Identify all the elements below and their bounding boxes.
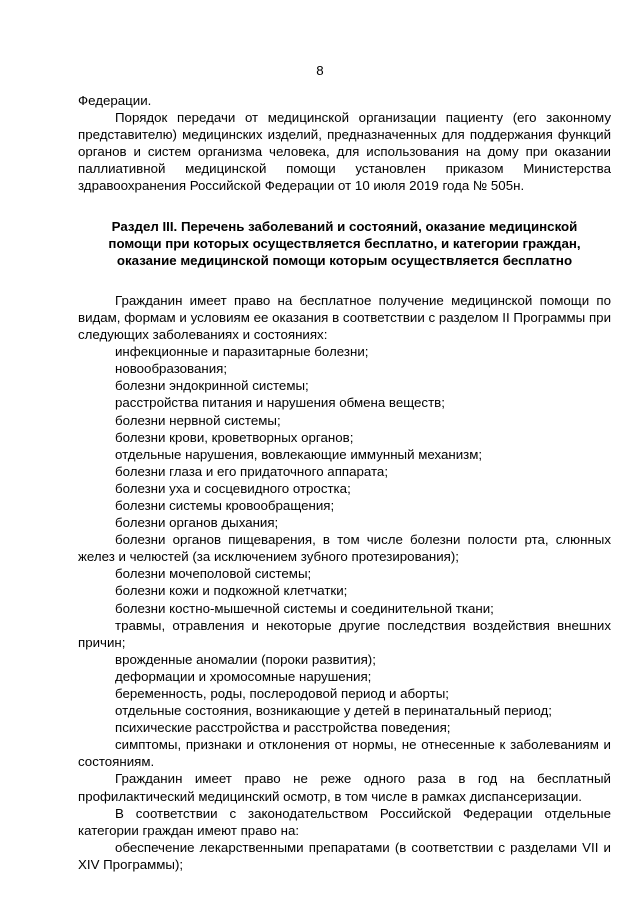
- list-item: новообразования;: [115, 361, 228, 377]
- list-item: болезни глаза и его придаточного аппарата;: [115, 463, 389, 479]
- list-item: обеспечение лекарственными препаратами (в соответствии с разделами VII и XIV Программы);: [78, 839, 611, 872]
- list-item: психические расстройства и расстройства поведения;: [115, 720, 451, 736]
- rights-list: [78, 839, 611, 873]
- section-heading-line: оказание медицинской помощи которым осуществляется бесплатно: [116, 252, 573, 268]
- list-item: врожденные аномалии (пороки развития);: [115, 651, 376, 667]
- list-item: болезни эндокринной системы;: [115, 378, 309, 394]
- document-body: [78, 92, 611, 873]
- list-item: болезни системы кровообращения;: [115, 497, 335, 513]
- disease-list: [78, 343, 611, 770]
- list-item: болезни костно-мышечной системы и соединительной ткани;: [115, 600, 494, 616]
- free-care-intro: Гражданин имеет право на бесплатное получение медицинской помощи по видам, формам и условиям ее оказания в соответствии с разделом II Программы при следующих заболеваниях и состояниях:: [78, 292, 611, 343]
- section-body: [78, 292, 611, 873]
- page-number: 8: [316, 63, 324, 78]
- categories-intro: В соответствии с законодательством Российской Федерации отдельные категории граждан имеют право на:: [78, 805, 611, 838]
- list-item: беременность, роды, послеродовой период и аборты;: [115, 686, 449, 701]
- checkup-paragraph: Гражданин имеет право не реже одного раза в год на бесплатный профилактический медицинский осмотр, в том числе в рамках диспансеризации.: [78, 771, 611, 804]
- list-item: симптомы, признаки и отклонения от нормы, не отнесенные к заболеваниям и состояниям.: [78, 737, 611, 770]
- section-heading-line: Раздел III. Перечень заболеваний и состояний, оказание медицинской: [111, 218, 578, 234]
- continuation-text: Федерации.: [78, 93, 152, 108]
- list-item: инфекционные и паразитарные болезни;: [115, 344, 369, 360]
- list-item: болезни крови, кроветворных органов;: [115, 429, 354, 445]
- list-item: болезни органов дыхания;: [115, 515, 279, 531]
- list-item: травмы, отравления и некоторые другие последствия воздействия внешних причин;: [78, 617, 611, 650]
- list-item: болезни уха и сосцевидного отростка;: [115, 480, 351, 496]
- section-heading-line: помощи при которых осуществляется бесплатно, и категории граждан,: [108, 235, 581, 251]
- device-transfer-paragraph: Порядок передачи от медицинской организации пациенту (его законному представителю) медицинских изделий, предназначенных для поддержания функций органов и систем организма человека, для использования на дому при оказании паллиативной медицинской помощи установлен приказом Министерства здравоохранения Российской Федерации от 10 июля 2019 года № 505н.: [78, 110, 611, 194]
- list-item: деформации и хромосомные нарушения;: [115, 668, 372, 684]
- list-item: болезни кожи и подкожной клетчатки;: [115, 583, 348, 599]
- list-item: болезни мочеполовой системы;: [115, 566, 312, 582]
- list-item: болезни нервной системы;: [115, 412, 281, 428]
- list-item: отдельные нарушения, вовлекающие иммунный механизм;: [115, 446, 483, 462]
- list-item: отдельные состояния, возникающие у детей в перинатальный период;: [115, 703, 552, 719]
- list-item: болезни органов пищеварения, в том числе болезни полости рта, слюнных желез и челюстей (за исключением зубного протезирования);: [78, 532, 611, 565]
- list-item: расстройства питания и нарушения обмена веществ;: [115, 395, 445, 411]
- section-heading: [78, 218, 611, 269]
